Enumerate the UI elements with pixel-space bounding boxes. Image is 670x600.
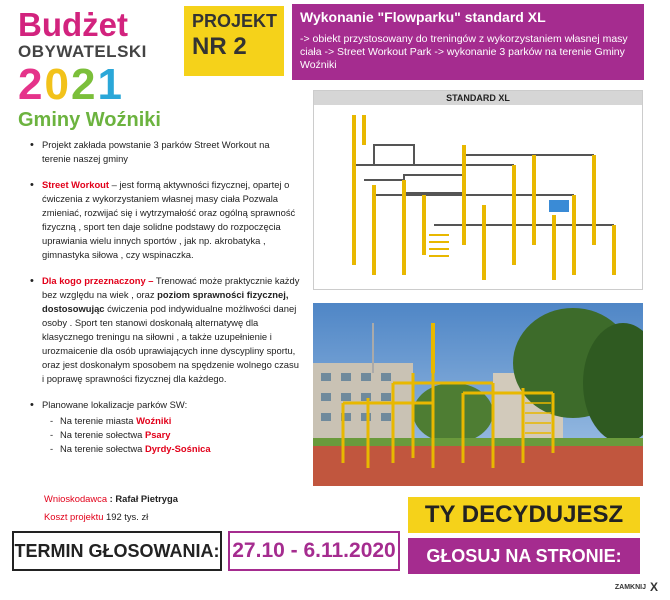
logo-year-digit: 1 <box>97 60 122 109</box>
park-photo <box>313 303 643 486</box>
location-name: Woźniki <box>136 415 172 426</box>
cost-value: 192 tys. zł <box>103 511 149 522</box>
author-name: : Rafał Pietryga <box>107 493 178 504</box>
location-prefix: Na terenie sołectwa <box>60 443 145 454</box>
street-workout-text: – jest formą aktywności fizycznej, opartej o ćwiczenia z wykorzystaniem własnej masy ciała Pozwala zmieniać, rozwijać się i wytrzymałość oraz ogólną sprawność fizyczną , sport ten daje solidne podstawy do rozpoczęcia uprawiania wielu innych sportów , jak np. akrobatyka , gimnastyka siłowa , czy wspinaczka. <box>42 179 296 260</box>
list-item <box>30 138 300 166</box>
close-icon: X <box>649 580 658 594</box>
list-item <box>30 178 300 262</box>
project-number-box <box>184 6 284 76</box>
close-label: ZAMKNIJ <box>614 583 646 591</box>
voting-dates-box <box>228 531 400 571</box>
voting-dates: 27.10 - 6.11.2020 <box>232 539 396 562</box>
logo <box>18 8 178 132</box>
workout-park-illustration-icon <box>314 105 644 291</box>
logo-budzet: Budżet <box>18 6 128 43</box>
list-item <box>30 398 300 456</box>
location-prefix: Na terenie miasta <box>60 415 137 426</box>
vote-online-button[interactable] <box>408 538 640 574</box>
locations-list <box>42 414 300 456</box>
vote-online-text: GŁOSUJ NA STRONIE: <box>426 545 622 566</box>
project-details <box>30 138 300 468</box>
intro-text: Projekt zakłada powstanie 3 parków Street Workout na terenie naszej gminy <box>42 139 270 164</box>
logo-year-digit: 2 <box>18 60 43 109</box>
location-item <box>50 428 300 442</box>
location-name: Psary <box>144 429 171 440</box>
location-item <box>50 442 300 456</box>
standard-xl-render <box>313 90 643 290</box>
project-description: -> obiekt przystosowany do treningów z wykorzystaniem własnej masy ciała -> Street Workout Park -> wykonanie 3 parków na terenie Gminy Woźniki <box>300 33 628 71</box>
target-text-b: ćwiczenia pod indywidualne możliwości danej osoby . Sport ten stanowi doskonałą alternatywę dla klasycznego treningu na siłowni , a także uzupełnienie i urozmaicenie dla osób uprawiających inne dyscypliny sportu, oraz jest doskonałym sposobem na spędzenie wolnego czasu i poprawę sprawności fizycznej dla każdego. <box>42 303 299 384</box>
logo-gminy: Gminy Woźniki <box>18 109 161 131</box>
project-label: PROJEKT <box>192 11 278 31</box>
locations-heading: Planowane lokalizacje parków SW: <box>42 399 188 410</box>
street-workout-label: Street Workout <box>42 179 110 190</box>
you-decide-text: TY DECYDUJESZ <box>424 501 624 528</box>
cost-line <box>44 508 178 526</box>
you-decide-box <box>408 497 640 533</box>
logo-year-digit: 0 <box>44 60 69 109</box>
project-number: NR 2 <box>192 33 247 60</box>
standard-xl-label: STANDARD XL <box>314 91 642 105</box>
target-text-a: Trenować może praktycznie każdy bez względu na wiek , oraz <box>42 275 300 300</box>
author-line <box>44 490 178 508</box>
logo-obywatelski: OBYWATELSKI <box>18 42 147 61</box>
logo-year <box>18 60 178 109</box>
cost-label: Koszt projektu <box>44 511 104 522</box>
logo-year-digit: 2 <box>70 60 96 109</box>
voting-period-label: TERMIN GŁOSOWANIA: <box>14 540 220 561</box>
target-text-bold: poziom sprawności fizycznej, dostosowując <box>42 289 289 314</box>
park-photo-icon <box>313 303 643 486</box>
target-label: Dla kogo przeznaczony – <box>42 275 154 286</box>
list-item <box>30 274 300 386</box>
location-prefix: Na terenie sołectwa <box>60 429 145 440</box>
close-button[interactable] <box>615 580 658 594</box>
project-header <box>292 4 644 80</box>
voting-period-label-box <box>12 531 222 571</box>
project-title: Wykonanie "Flowparku" standard XL <box>300 9 546 25</box>
author-label: Wnioskodawca <box>44 493 108 504</box>
location-name: Dyrdy-Sośnica <box>144 443 211 454</box>
location-item <box>50 414 300 428</box>
project-meta <box>44 490 178 526</box>
